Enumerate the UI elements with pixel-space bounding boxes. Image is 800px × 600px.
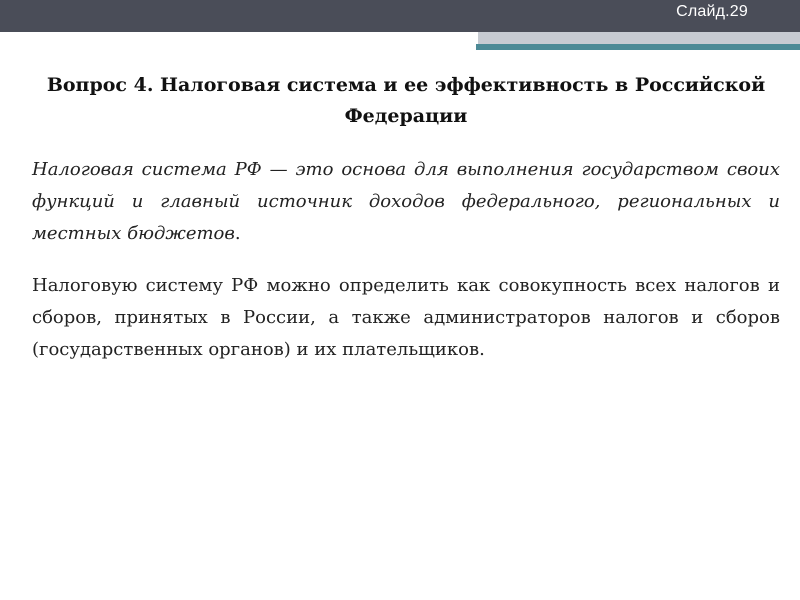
slide-number: Слайд.29: [676, 3, 748, 20]
slide-content: [32, 70, 780, 366]
description-paragraph: Налоговую систему РФ можно определить как совокупность всех налогов и сборов, принятых в России, а также администраторов налогов и сборов (государственных органов) и их плательщиков.: [32, 275, 780, 360]
header-accent-teal: [476, 44, 800, 50]
definition-text: Налоговая система РФ — это основа для выполнения государством своих функций и главный источник доходов федерального, региональных и местных бюджетов: [32, 159, 780, 244]
definition-paragraph: [32, 154, 780, 250]
slide-title: Вопрос 4. Налоговая система и ее эффективность в Российской Федерации: [46, 74, 766, 127]
header-accent-light: [478, 32, 800, 44]
definition-period: .: [234, 223, 241, 244]
